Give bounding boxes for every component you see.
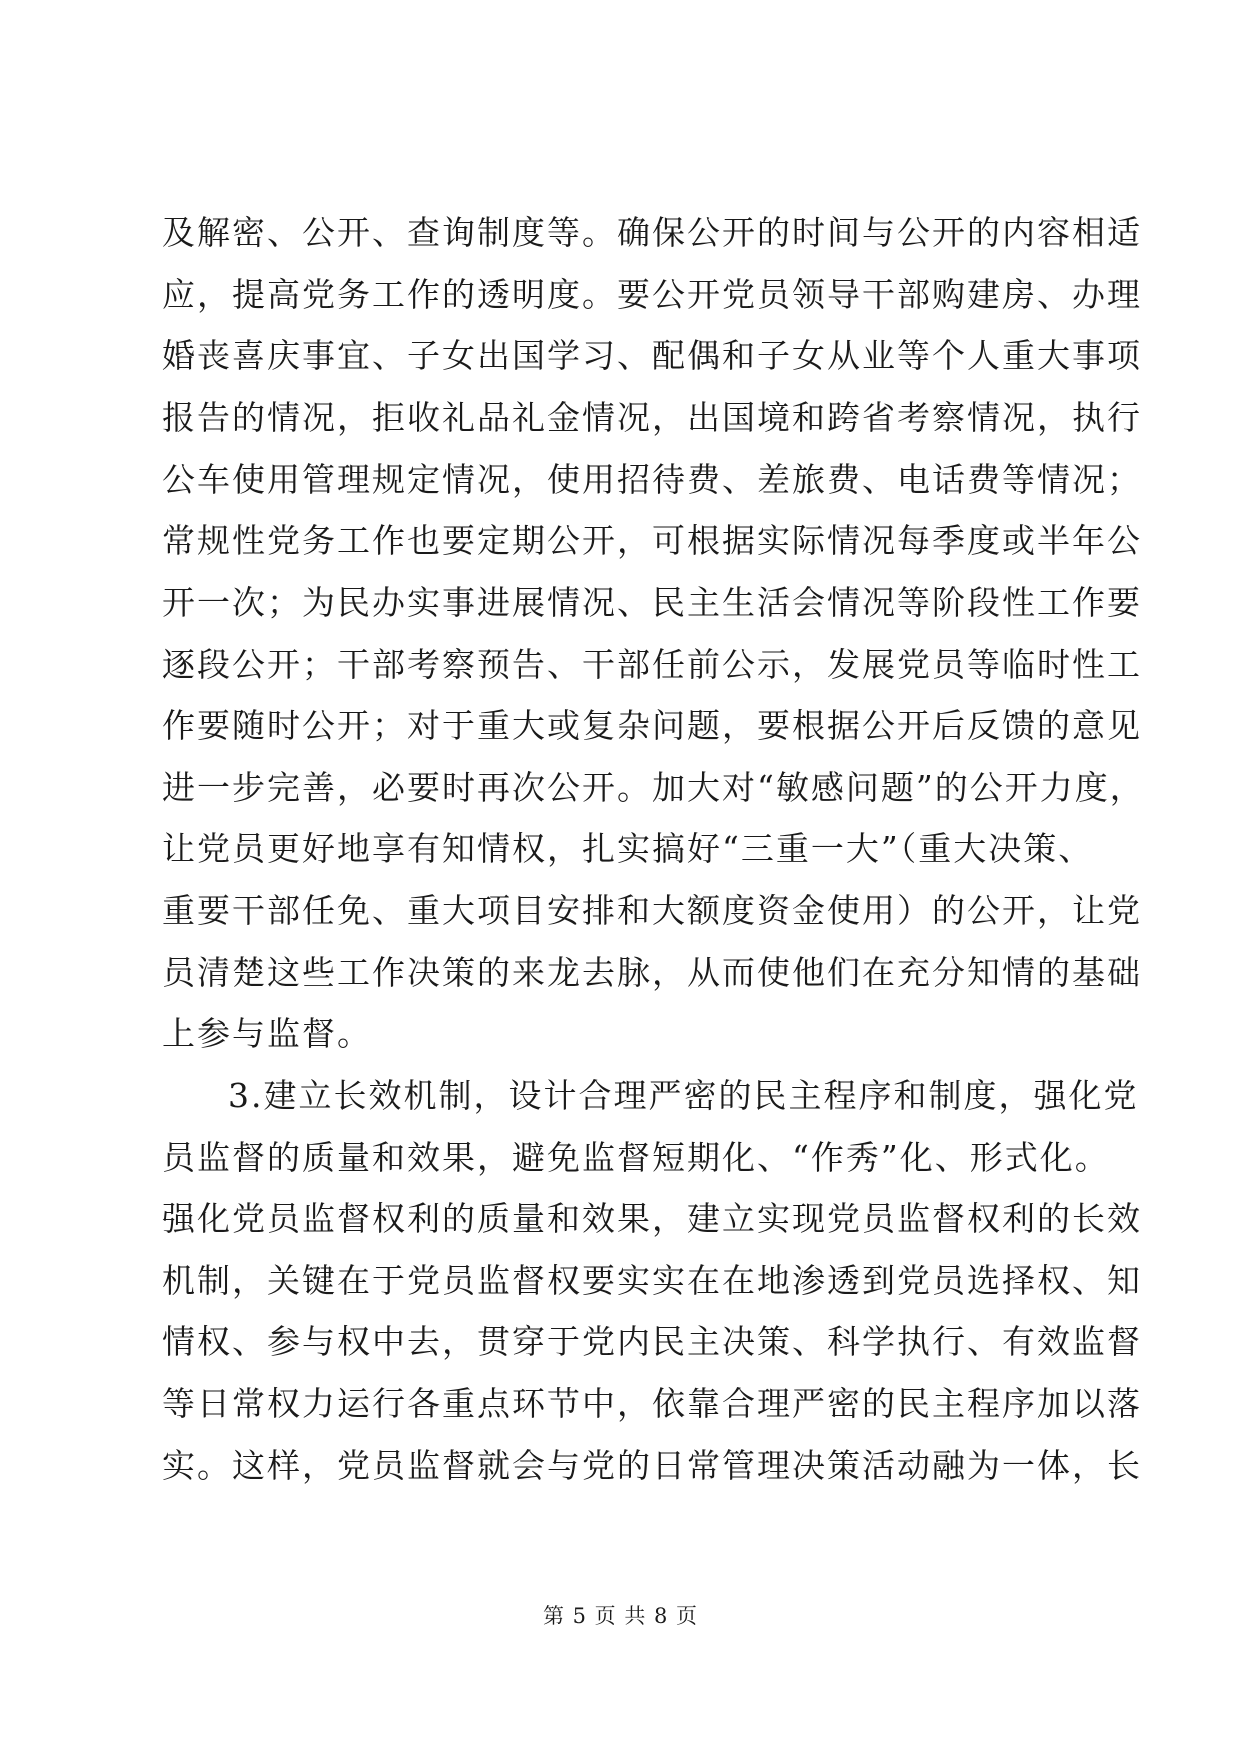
text-line: 公车使用管理规定情况，使用招待费、差旅费、电话费等情况； [162, 460, 1142, 499]
text-line: 开一次；为民办实事进展情况、民主生活会情况等阶段性工作要 [162, 583, 1142, 622]
text-line: 机制，关键在于党员监督权要实实在在地渗透到党员选择权、知 [162, 1261, 1142, 1300]
text-line: 重要干部任免、重大项目安排和大额度资金使用）的公开，让党 [162, 891, 1142, 930]
text-line: 强化党员监督权利的质量和效果，建立实现党员监督权利的长效 [162, 1199, 1142, 1238]
text-line: 逐段公开；干部考察预告、干部任前公示，发展党员等临时性工 [162, 645, 1142, 684]
text-line: 等日常权力运行各重点环节中，依靠合理严密的民主程序加以落 [162, 1384, 1142, 1423]
text-line: 婚丧喜庆事宜、子女出国学习、配偶和子女从业等个人重大事项 [162, 336, 1142, 375]
text-line: 上参与监督。 [162, 1014, 372, 1053]
text-line: 应，提高党务工作的透明度。要公开党员领导干部购建房、办理 [162, 275, 1142, 314]
text-line: 及解密、公开、查询制度等。确保公开的时间与公开的内容相适 [162, 213, 1142, 252]
text-line: 情权、参与权中去，贯穿于党内民主决策、科学执行、有效监督 [162, 1322, 1142, 1361]
text-line: 常规性党务工作也要定期公开，可根据实际情况每季度或半年公 [162, 521, 1142, 560]
text-line: 员清楚这些工作决策的来龙去脉，从而使他们在充分知情的基础 [162, 953, 1142, 992]
text-line: 作要随时公开；对于重大或复杂问题，要根据公开后反馈的意见 [162, 706, 1142, 745]
text-line: 进一步完善，必要时再次公开。加大对“敏感问题”的公开力度， [162, 768, 1145, 807]
text-line: 员监督的质量和效果，避免监督短期化、“作秀”化、形式化。 [162, 1138, 1110, 1177]
text-line: 报告的情况，拒收礼品礼金情况，出国境和跨省考察情况，执行 [162, 398, 1142, 437]
text-line: 实。这样，党员监督就会与党的日常管理决策活动融为一体，长 [162, 1446, 1142, 1485]
text-line: 让党员更好地享有知情权，扎实搞好“三重一大”（重大决策、 [162, 829, 1094, 868]
page-number-footer: 第 5 页 共 8 页 [542, 1604, 699, 1628]
paragraph-heading-line: 3.建立长效机制，设计合理严密的民主程序和制度，强化党 [228, 1076, 1139, 1115]
